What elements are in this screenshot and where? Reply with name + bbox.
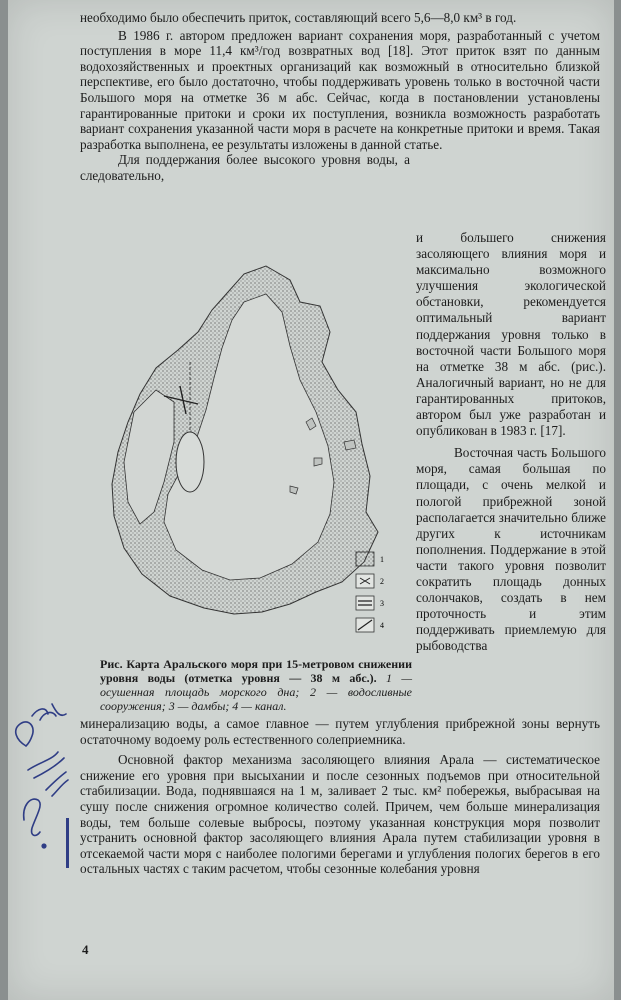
paragraph-level-lead: Для поддержания более высокого уровня воды, а следовательно, — [80, 152, 410, 183]
right-column — [416, 230, 606, 654]
paragraph-factor: Основной фактор механизма засоляющего влияния Арала — систематическое снижение его уровня при высыхании и после сезонных подъемов при относительной стабилизации. Вода, поднявшаяся на 1 м, заливает 2 тыс. км² побережья, выбрасывая на сушу после снижения огромное количество солей. Причем, чем больше минерализация воды, тем больше солевые выбросы, поэтому указанная конструкция моря позволит устранить основной фактор засоляющего влияния Арала путем стабилизации уровня в отсекаемой части моря с наиболее пологими берегами и углубления пологих берегов в его остальных частях с таким расчетом, чтобы сезонные колебания уровня — [80, 752, 600, 877]
caption-legend: 1 — осушенная площадь морского дна; 2 — водосливные сооружения; 3 — дамбы; 4 — канал. — [100, 671, 412, 713]
caption-head: Рис. Карта Аральского моря при 15-метровом снижении уровня воды (отметка уровня — 38 м абс.). — [100, 657, 412, 685]
margin-mark — [66, 818, 69, 868]
figure-caption — [100, 657, 412, 713]
legend-num-4: 4 — [380, 621, 384, 630]
paragraph-mineral: минерализацию воды, а самое главное — путем углубления прибрежной зоны вернуть остаточному водоему роль естественного солеприемника. — [80, 716, 600, 747]
paragraph-top: необходимо было обеспечить приток, составляющий всего 5,6—8,0 км³ в год. — [80, 10, 517, 25]
legend-num-3: 3 — [380, 599, 384, 608]
right-column-text-2: Восточная часть Большого моря, самая большая по площади, с очень мелкой и пологой прибрежной зоной располагается значительно ближе других к источникам пополнения. Поддержание в этой части такого уровня позволит сократить площадь донных солончаков, создать в нем проточность и этим поддерживать приемлемую для рыбоводства — [416, 445, 606, 654]
handwritten-note — [0, 700, 106, 890]
small-sea — [176, 432, 204, 492]
legend-num-2: 2 — [380, 577, 384, 586]
map-legend — [356, 552, 384, 632]
aral-sea-map — [94, 262, 412, 652]
page-number: 4 — [82, 942, 89, 957]
legend-num-1: 1 — [380, 555, 384, 564]
paragraph-1986: В 1986 г. автором предложен вариант сохранения моря, разработанный с учетом поступления в море 11,4 км³/год возвратных вод [18]. Этот приток взят по данным водохозяйственных и проектных организаций как возможный в относительно близкой перспективе, его было достаточно, чтобы поддерживать уровень только в восточной части Большого моря на отметке 36 м абс. Сейчас, когда в постановлении установлены гарантированные притоки и сроки их поступления, возникла возможность разработать вариант сохранения указанной части моря в расчете на конкретные притоки и время. Такая разработка выполнена, ее результаты изложены в данной статье. — [80, 27, 600, 152]
top-text-block — [80, 10, 600, 184]
right-column-text-1: и большего снижения засоляющего влияния моря и максимально возможного улучшения экологической обстановки, рекомендуется оптимальный вариант поддержания уровня только в восточной части Большого моря на отметке 38 м абс. (рис.). Аналогичный вариант, но не для гарантированных притоков, автором был уже разработан и опубликован в 1983 г. [17]. — [416, 230, 606, 439]
bottom-text-block — [80, 716, 600, 877]
